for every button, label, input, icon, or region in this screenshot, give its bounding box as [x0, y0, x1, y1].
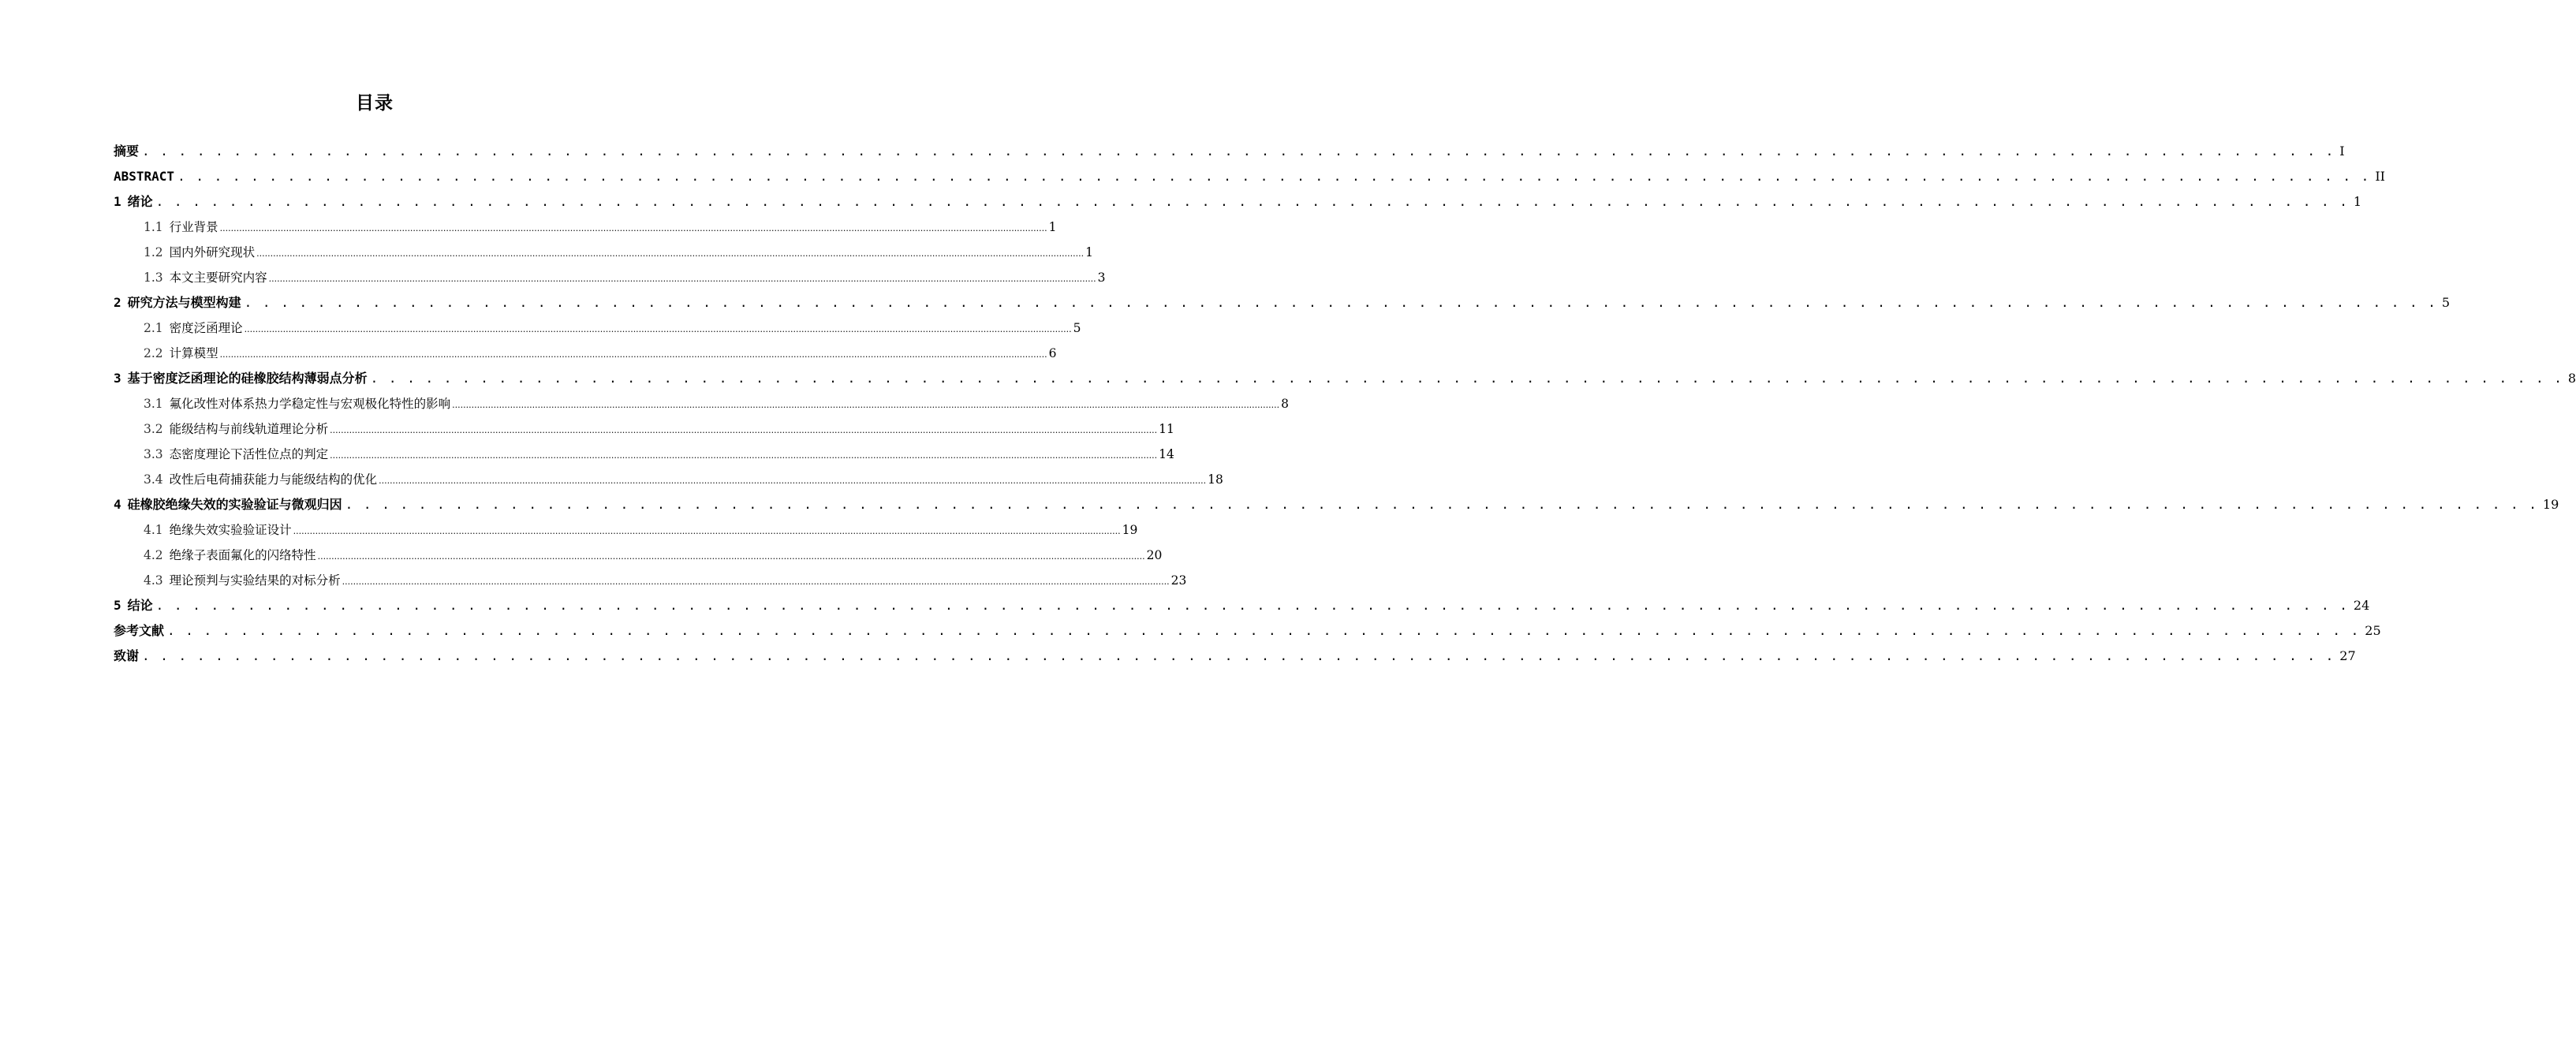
- toc-entry-label: [114, 644, 139, 669]
- toc-entry-label: [144, 442, 328, 467]
- toc-title: 目录: [356, 93, 394, 114]
- toc-entry-number: 2: [114, 295, 121, 310]
- toc-entry-text: 国内外研究现状: [169, 245, 256, 259]
- toc-dot-leader: . . . . . . . . . . . . . . . . . . . . . . . . . . . . . . . . . . . . . . . . . . . . . . . . . . . . . . . . . . . . . . . . . . . . . . . . . . . . . . . . . . . . . . . . . . . . . . . . . . . . . . . . . . . . . . . . . . . . . . . .: [167, 623, 2361, 638]
- toc-entry-text: ABSTRACT: [114, 169, 175, 184]
- toc-entry-section[interactable]: [114, 442, 1174, 467]
- toc-dot-leader: ............................................................................................................................................................................................................................................................................................................: [219, 223, 1047, 233]
- toc-entry-section[interactable]: [114, 467, 1223, 492]
- toc-entry-page-number: 1: [2353, 194, 2362, 209]
- toc-entry-text: 态密度理论下活性位点的判定: [169, 447, 329, 461]
- toc-dot-leader: ............................................................................................................................................................................................................................................................................................................: [342, 577, 1170, 587]
- toc-entry-label: [114, 618, 164, 644]
- toc-entry-section[interactable]: [114, 543, 1163, 568]
- toc-entry-section[interactable]: [114, 416, 1174, 442]
- toc-entry-number: 1.3: [144, 271, 163, 285]
- toc-entry-number: 3.2: [144, 422, 163, 436]
- toc-entry-label: [144, 517, 292, 543]
- toc-entry-text: 硅橡胶绝缘失效的实验验证与微观归因: [127, 497, 342, 512]
- toc-dot-leader: . . . . . . . . . . . . . . . . . . . . . . . . . . . . . . . . . . . . . . . . . . . . . . . . . . . . . . . . . . . . . . . . . . . . . . . . . . . . . . . . . . . . . . . . . . . . . . . . . . . . . . . . . . . . . . . . . . . . . . . .: [155, 598, 2349, 613]
- toc-entry-page-number: 27: [2339, 648, 2356, 663]
- toc-entry-page-number: 24: [2353, 598, 2370, 613]
- toc-entry-text: 结论: [127, 598, 153, 613]
- toc-dot-leader: ............................................................................................................................................................................................................................................................................................................: [293, 526, 1121, 536]
- toc-dot-leader: . . . . . . . . . . . . . . . . . . . . . . . . . . . . . . . . . . . . . . . . . . . . . . . . . . . . . . . . . . . . . . . . . . . . . . . . . . . . . . . . . . . . . . . . . . . . . . . . . . . . . . . . . . . . . . . . . . . . . . . .: [177, 169, 2371, 184]
- toc-entry-page-number: 19: [1122, 523, 1138, 537]
- toc-entry-page-number: I: [2339, 144, 2345, 159]
- toc-entry-page-number: 5: [2441, 295, 2451, 310]
- toc-entry-chapter[interactable]: [114, 492, 2559, 517]
- toc-entry-page-number: 14: [1159, 447, 1174, 461]
- toc-entry-number: 4.3: [144, 573, 163, 588]
- toc-entry-page-number: 8: [1281, 397, 1290, 411]
- toc-entry-page-number: 5: [1073, 321, 1081, 335]
- toc-entry-page-number: 18: [1208, 472, 1223, 487]
- toc-entry-text: 绝缘子表面氟化的闪络特性: [169, 548, 316, 562]
- toc-entry-chapter[interactable]: [114, 618, 2381, 644]
- toc-entry-label: [144, 315, 243, 341]
- toc-entry-section[interactable]: [114, 517, 1138, 543]
- toc-entry-page-number: 8: [2567, 371, 2576, 386]
- toc-entry-label: [144, 568, 341, 593]
- toc-entry-section[interactable]: [114, 215, 1057, 240]
- toc-dot-leader: ............................................................................................................................................................................................................................................................................................................: [452, 400, 1280, 410]
- toc-entry-label: [144, 341, 218, 366]
- toc-entry-section[interactable]: [114, 568, 1187, 593]
- toc-dot-leader: . . . . . . . . . . . . . . . . . . . . . . . . . . . . . . . . . . . . . . . . . . . . . . . . . . . . . . . . . . . . . . . . . . . . . . . . . . . . . . . . . . . . . . . . . . . . . . . . . . . . . . . . . . . . . . . . . . . . . . . .: [244, 295, 2437, 310]
- toc-entry-text: 氟化改性对体系热力学稳定性与宏观极化特性的影响: [169, 397, 451, 411]
- toc-entry-page-number: 19: [2542, 497, 2559, 512]
- toc-entry-label: [114, 492, 342, 517]
- toc-entry-page-number: 23: [1170, 573, 1187, 588]
- toc-entry-label: [114, 593, 153, 618]
- toc-dot-leader: ............................................................................................................................................................................................................................................................................................................: [244, 324, 1072, 334]
- toc-entry-number: 2.1: [144, 321, 163, 335]
- toc-dot-leader: . . . . . . . . . . . . . . . . . . . . . . . . . . . . . . . . . . . . . . . . . . . . . . . . . . . . . . . . . . . . . . . . . . . . . . . . . . . . . . . . . . . . . . . . . . . . . . . . . . . . . . . . . . . . . . . . . . . . . . . .: [142, 648, 2335, 663]
- toc-entry-text: 密度泛函理论: [169, 321, 243, 335]
- toc-entry-chapter[interactable]: [114, 189, 2362, 215]
- toc-entry-label: [114, 164, 174, 189]
- toc-entry-number: 3.3: [144, 447, 163, 461]
- toc-entry-page-number: 25: [2365, 623, 2381, 638]
- toc-entry-label: [144, 543, 316, 568]
- toc-dot-leader: . . . . . . . . . . . . . . . . . . . . . . . . . . . . . . . . . . . . . . . . . . . . . . . . . . . . . . . . . . . . . . . . . . . . . . . . . . . . . . . . . . . . . . . . . . . . . . . . . . . . . . . . . . . . . . . . . . . . . . . .: [155, 194, 2349, 209]
- toc-entry-label: [114, 139, 139, 164]
- toc-entry-page-number: 6: [1048, 346, 1057, 360]
- toc-entry-page-number: 1: [1048, 220, 1057, 234]
- toc-entry-label: [144, 215, 218, 240]
- toc-entry-number: 5: [114, 598, 121, 613]
- toc-entry-number: 2.2: [144, 346, 163, 360]
- toc-dot-leader: ............................................................................................................................................................................................................................................................................................................: [256, 248, 1085, 259]
- toc-entry-number: 1.2: [144, 245, 163, 259]
- toc-entry-label: [144, 416, 328, 442]
- toc-entry-text: 本文主要研究内容: [169, 271, 267, 285]
- toc-entry-chapter[interactable]: [114, 593, 2370, 618]
- toc-dot-leader: ............................................................................................................................................................................................................................................................................................................: [330, 450, 1158, 461]
- toc-entry-page-number: II: [2375, 169, 2385, 184]
- table-of-contents: [114, 139, 2576, 669]
- toc-dot-leader: ............................................................................................................................................................................................................................................................................................................: [379, 476, 1207, 486]
- toc-entry-number: 4: [114, 497, 121, 512]
- toc-dot-leader: . . . . . . . . . . . . . . . . . . . . . . . . . . . . . . . . . . . . . . . . . . . . . . . . . . . . . . . . . . . . . . . . . . . . . . . . . . . . . . . . . . . . . . . . . . . . . . . . . . . . . . . . . . . . . . . . . . . . . . . .: [345, 497, 2538, 512]
- toc-entry-label: [144, 467, 377, 492]
- toc-entry-section[interactable]: [114, 341, 1057, 366]
- toc-entry-section[interactable]: [114, 391, 1290, 416]
- toc-entry-text: 改性后电荷捕获能力与能级结构的优化: [169, 472, 378, 487]
- toc-dot-leader: . . . . . . . . . . . . . . . . . . . . . . . . . . . . . . . . . . . . . . . . . . . . . . . . . . . . . . . . . . . . . . . . . . . . . . . . . . . . . . . . . . . . . . . . . . . . . . . . . . . . . . . . . . . . . . . . . . . . . . . .: [370, 371, 2563, 386]
- toc-entry-chapter[interactable]: [114, 644, 2356, 669]
- toc-entry-text: 行业背景: [169, 220, 218, 234]
- toc-entry-section[interactable]: [114, 315, 1081, 341]
- toc-entry-number: 4.1: [144, 523, 163, 537]
- toc-entry-text: 参考文献: [114, 623, 165, 638]
- toc-entry-number: 1: [114, 194, 121, 209]
- toc-entry-number: 3: [114, 371, 121, 386]
- toc-entry-page-number: 3: [1097, 271, 1106, 285]
- toc-dot-leader: ............................................................................................................................................................................................................................................................................................................: [219, 349, 1047, 360]
- toc-entry-chapter[interactable]: [114, 290, 2451, 315]
- toc-entry-label: [114, 189, 153, 215]
- toc-entry-section[interactable]: [114, 240, 1094, 265]
- toc-entry-label: [114, 366, 368, 391]
- toc-dot-leader: . . . . . . . . . . . . . . . . . . . . . . . . . . . . . . . . . . . . . . . . . . . . . . . . . . . . . . . . . . . . . . . . . . . . . . . . . . . . . . . . . . . . . . . . . . . . . . . . . . . . . . . . . . . . . . . . . . . . . . . .: [142, 144, 2335, 159]
- toc-entry-label: [144, 240, 255, 265]
- toc-entry-label: [144, 391, 450, 416]
- toc-entry-number: 3.1: [144, 397, 163, 411]
- toc-entry-text: 计算模型: [169, 346, 218, 360]
- toc-entry-text: 理论预判与实验结果的对标分析: [169, 573, 341, 588]
- toc-entry-text: 研究方法与模型构建: [127, 295, 241, 310]
- toc-entry-number: 4.2: [144, 548, 163, 562]
- toc-entry-text: 摘要: [114, 144, 140, 159]
- toc-entry-chapter[interactable]: [114, 139, 2345, 164]
- toc-entry-number: 3.4: [144, 472, 163, 487]
- toc-dot-leader: ............................................................................................................................................................................................................................................................................................................: [330, 425, 1158, 435]
- toc-entry-page-number: 1: [1085, 245, 1094, 259]
- toc-entry-text: 绝缘失效实验验证设计: [169, 523, 292, 537]
- toc-entry-text: 绪论: [127, 194, 153, 209]
- toc-entry-label: [144, 265, 267, 290]
- toc-entry-chapter[interactable]: [114, 366, 2576, 391]
- toc-entry-page-number: 11: [1159, 422, 1174, 436]
- toc-dot-leader: ............................................................................................................................................................................................................................................................................................................: [268, 274, 1096, 284]
- toc-entry-text: 能级结构与前线轨道理论分析: [169, 422, 329, 436]
- toc-entry-text: 基于密度泛函理论的硅橡胶结构薄弱点分析: [127, 371, 368, 386]
- toc-entry-number: 1.1: [144, 220, 163, 234]
- toc-entry-page-number: 20: [1146, 548, 1163, 562]
- toc-entry-section[interactable]: [114, 265, 1106, 290]
- toc-entry-text: 致谢: [114, 648, 140, 663]
- toc-entry-chapter[interactable]: [114, 164, 2385, 189]
- toc-dot-leader: ............................................................................................................................................................................................................................................................................................................: [317, 551, 1145, 562]
- toc-entry-label: [114, 290, 241, 315]
